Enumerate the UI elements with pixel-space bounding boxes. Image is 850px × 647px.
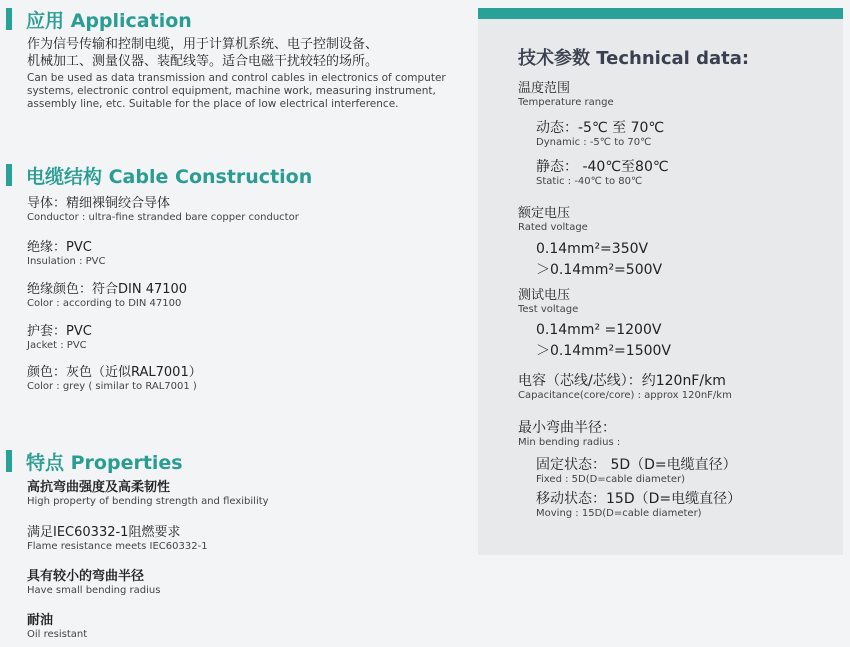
temperature-dynamic xyxy=(536,120,664,149)
rated-v2: ＞0.14mm²=500V xyxy=(536,262,663,278)
item-en: Jacket : PVC xyxy=(27,340,87,351)
fixed-zh: 固定状态： 5D（D=电缆直径） xyxy=(536,457,737,473)
rated-en: Rated voltage xyxy=(518,222,588,233)
item-en: High property of bending strength and flexibility xyxy=(27,496,269,507)
temperature-zh: 温度范围 xyxy=(518,81,571,96)
static-zh: 静态： -40℃至80℃ xyxy=(536,159,669,175)
moving-zh: 移动状态：15D（D=电缆直径） xyxy=(536,491,742,507)
test-voltage-value-2 xyxy=(536,343,671,360)
item-en: Color : according to DIN 47100 xyxy=(27,298,182,309)
property-item xyxy=(27,480,269,508)
capacitance xyxy=(518,373,732,402)
heading-accent-bar xyxy=(6,450,12,472)
item-en: Have small bending radius xyxy=(27,585,161,596)
item-zh: 绝缘颜色：符合DIN 47100 xyxy=(27,282,188,297)
bending-fixed xyxy=(536,457,737,486)
item-zh: 颜色：灰色（近似RAL7001） xyxy=(27,365,202,380)
application-zh-line2: 机械加工、测量仪器、装配线等。适合电磁干扰较轻的场所。 xyxy=(27,54,379,69)
item-en: Insulation : PVC xyxy=(27,256,106,267)
bending-zh: 最小弯曲半径： xyxy=(518,420,616,436)
capacitance-en: Capacitance(core/core) : approx 120nF/km xyxy=(518,390,732,401)
item-en: Oil resistant xyxy=(27,629,88,640)
properties-heading xyxy=(6,449,183,473)
application-en-line2: systems, electronic control equipment, machine work, measuring instrument, xyxy=(27,85,436,97)
dynamic-en: Dynamic : -5℃ to 70℃ xyxy=(536,137,652,148)
construction-item-jacket xyxy=(27,324,92,352)
item-en: Flame resistance meets IEC60332-1 xyxy=(27,541,208,552)
construction-item-insulation xyxy=(27,240,105,268)
construction-title: 电缆结构 Cable Construction xyxy=(26,165,313,188)
static-en: Static : -40℃ to 80℃ xyxy=(536,176,643,187)
property-item xyxy=(27,613,87,641)
application-heading xyxy=(6,7,192,31)
dynamic-zh: 动态：-5℃ 至 70℃ xyxy=(536,120,665,136)
item-en: Conductor : ultra-fine stranded bare copper conductor xyxy=(27,212,299,223)
construction-item-insulation-color xyxy=(27,282,187,310)
item-zh: 满足IEC60332-1阻燃要求 xyxy=(27,525,181,540)
rated-voltage-value-1 xyxy=(536,241,648,258)
application-en-line1: Can be used as data transmission and control cables in electronics of computer xyxy=(27,72,446,84)
temperature-range xyxy=(518,81,614,109)
fixed-en: Fixed : 5D(D=cable diameter) xyxy=(536,474,685,485)
technical-data-panel xyxy=(478,8,843,555)
technical-title: 技术参数 Technical data: xyxy=(518,48,750,69)
rated-voltage-value-2 xyxy=(536,262,662,279)
construction-item-color xyxy=(27,365,202,393)
capacitance-zh: 电容（芯线/芯线）：约120nF/km xyxy=(518,373,726,389)
properties-title: 特点 Properties xyxy=(26,451,183,474)
heading-accent-bar xyxy=(6,164,12,186)
item-zh: 护套：PVC xyxy=(27,324,92,339)
rated-v1: 0.14mm²=350V xyxy=(536,241,649,257)
test-zh: 测试电压 xyxy=(518,288,571,303)
item-zh: 高抗弯曲强度及高柔韧性 xyxy=(27,480,171,495)
test-voltage-value-1 xyxy=(536,322,661,339)
item-en: Color : grey ( similar to RAL7001 ) xyxy=(27,381,197,392)
test-v1: 0.14mm² =1200V xyxy=(536,322,662,338)
application-title: 应用 Application xyxy=(26,9,192,32)
bending-en: Min bending radius : xyxy=(518,437,621,448)
panel-accent-bar xyxy=(478,8,843,19)
temperature-static xyxy=(536,159,669,188)
application-body xyxy=(27,36,467,111)
application-zh-line1: 作为信号传输和控制电缆，用于计算机系统、电子控制设备、 xyxy=(27,37,379,52)
construction-heading xyxy=(6,163,312,187)
item-zh: 绝缘：PVC xyxy=(27,240,92,255)
rated-voltage xyxy=(518,206,588,234)
item-zh: 导体：精细裸铜绞合导体 xyxy=(27,196,171,211)
application-en-line3: assembly line, etc. Suitable for the place of low electrical interference. xyxy=(27,98,399,110)
property-item xyxy=(27,569,160,597)
test-en: Test voltage xyxy=(518,304,579,315)
item-zh: 耐油 xyxy=(27,613,54,628)
item-zh: 具有较小的弯曲半径 xyxy=(27,569,145,584)
test-v2: ＞0.14mm²=1500V xyxy=(536,343,671,359)
bending-moving xyxy=(536,491,741,520)
construction-item-conductor xyxy=(27,196,299,224)
temperature-en: Temperature range xyxy=(518,97,614,108)
rated-zh: 额定电压 xyxy=(518,206,571,221)
moving-en: Moving : 15D(D=cable diameter) xyxy=(536,508,702,519)
min-bending-radius xyxy=(518,420,620,449)
test-voltage xyxy=(518,288,578,316)
heading-accent-bar xyxy=(6,8,12,30)
property-item xyxy=(27,525,208,553)
